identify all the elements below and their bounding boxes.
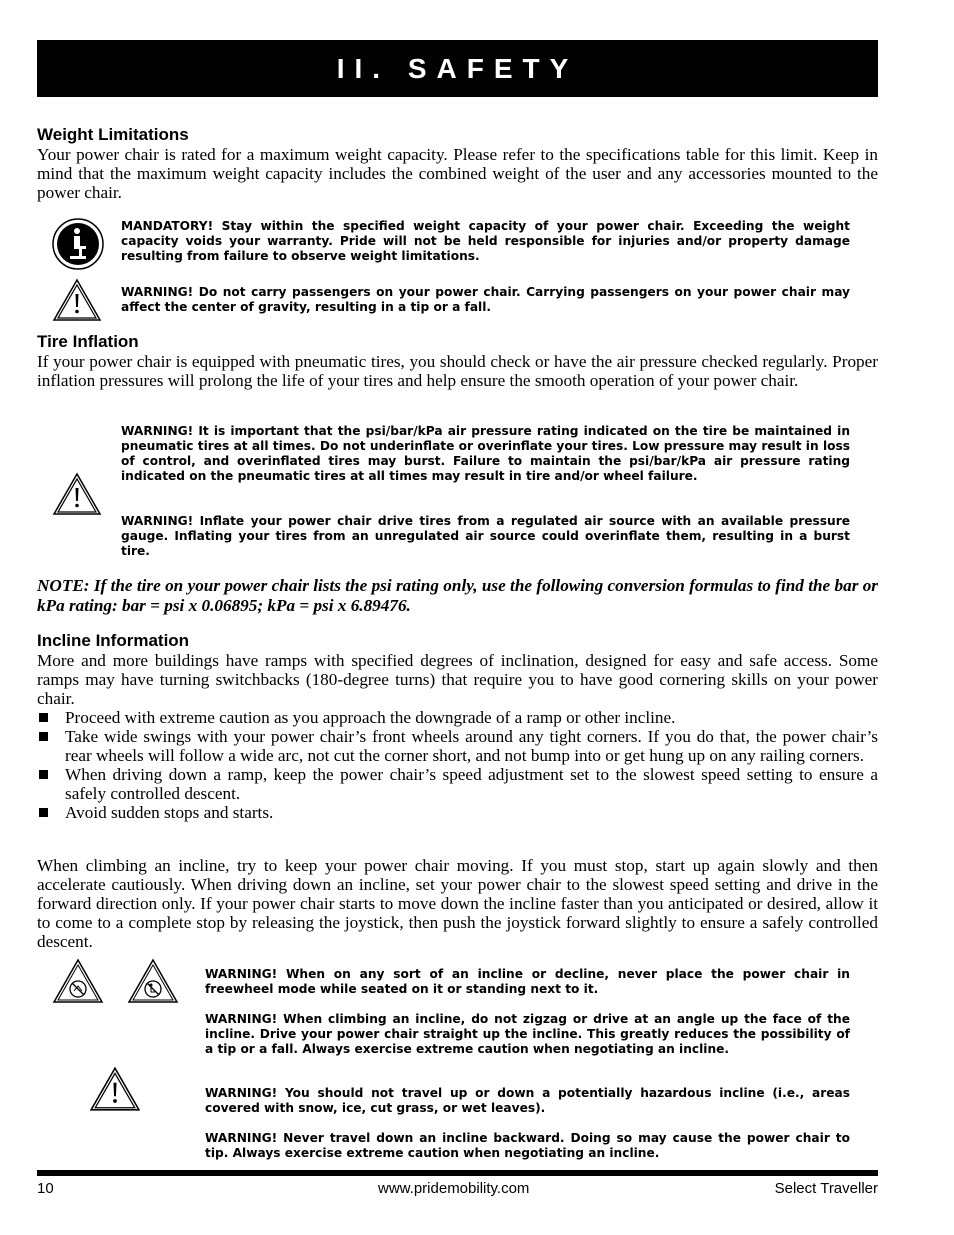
incline-body: More and more buildings have ramps with specified degrees of inclination, designed for easy and safe access. Some ramps may have turning switchbacks (180-degree turns) that require you to have good cornering skills on your power chair. bbox=[37, 651, 878, 708]
warning-triangle-icon bbox=[89, 1066, 141, 1112]
incline-warning-3: WARNING! You should not travel up or down a potentially hazardous incline (i.e., areas covered with snow, ice, cut grass, or wet leaves). bbox=[205, 1086, 850, 1115]
no-freewheel-standing-icon bbox=[127, 958, 179, 1004]
no-freewheel-incline-icon bbox=[52, 958, 104, 1004]
warning-triangle-icon bbox=[52, 278, 102, 322]
weight-body: Your power chair is rated for a maximum weight capacity. Please refer to the specifications table for this limit. Keep in mind that the maximum weight capacity includes the combined weight of the user and any accessories mounted to the power chair. bbox=[37, 145, 878, 202]
bullet-square-icon bbox=[39, 770, 48, 779]
bullet-square-icon bbox=[39, 732, 48, 741]
bullet-square-icon bbox=[39, 713, 48, 722]
weight-warning-text: WARNING! Do not carry passengers on your power chair. Carrying passengers on your power chair may affect the center of gravity, resulting in a tip or a fall. bbox=[121, 285, 850, 314]
weight-heading: Weight Limitations bbox=[37, 125, 189, 144]
tire-heading: Tire Inflation bbox=[37, 332, 139, 351]
tire-warning-2: WARNING! Inflate your power chair drive tires from a regulated air source with an available pressure gauge. Inflating your tires from an unregulated air source could overinflate them, resulting in a burst tire. bbox=[121, 514, 850, 558]
footer-page-number: 10 bbox=[37, 1180, 54, 1197]
list-item: When driving down a ramp, keep the power chair’s speed adjustment set to the slowest speed setting to ensure a safely controlled descent. bbox=[37, 765, 878, 803]
incline-heading: Incline Information bbox=[37, 631, 190, 650]
incline-body-2: When climbing an incline, try to keep your power chair moving. If you must stop, start up again slowly and then accelerate cautiously. When driving down an incline, set your power chair to the slowest speed setting and drive in the forward direction only. If your power chair starts to move down the incline faster than you anticipated or desired, allow it to come to a complete stop by releasing the joystick, then push the joystick forward slightly to ensure a safely controlled descent. bbox=[37, 856, 878, 951]
tire-warning-1: WARNING! It is important that the psi/bar/kPa air pressure rating indicated on the tire be maintained in pneumatic tires at all times. Do not underinflate or overinflate your tires. Low pressure may result in loss of control, and overinflated tires may burst. Failure to maintain the psi/bar/kPa air pressure rating indicated on the pneumatic tires at all times may result in tire and/or wheel failure. bbox=[121, 424, 850, 483]
warning-triangle-icon bbox=[52, 472, 102, 516]
tire-body: If your power chair is equipped with pneumatic tires, you should check or have the air pressure checked regularly. Proper inflation pressures will prolong the life of your tires and help ensure the smooth operation of your power chair. bbox=[37, 352, 878, 390]
tire-note: NOTE: If the tire on your power chair lists the psi rating only, use the following conversion formulas to find the bar or kPa rating: bar = psi x 0.06895; kPa = psi x 6.89476. bbox=[37, 576, 878, 615]
section-title: II. SAFETY bbox=[336, 52, 579, 84]
weight-mandatory-text: MANDATORY! Stay within the specified weight capacity of your power chair. Exceeding the weight capacity voids your warranty. Pride will not be held responsible for injuries and/or property damage resulting from failure to observe weight limitations. bbox=[121, 219, 850, 263]
footer-url[interactable]: www.pridemobility.com bbox=[378, 1180, 530, 1197]
bullet-square-icon bbox=[39, 808, 48, 817]
incline-bullet-list bbox=[37, 708, 878, 822]
list-item: Proceed with extreme caution as you approach the downgrade of a ramp or other incline. bbox=[37, 708, 878, 727]
footer-product-name: Select Traveller bbox=[774, 1180, 878, 1197]
section-title-bar bbox=[37, 40, 878, 97]
footer-rule bbox=[37, 1170, 878, 1176]
incline-warning-2: WARNING! When climbing an incline, do not zigzag or drive at an angle up the face of the incline. Drive your power chair straight up the incline. This greatly reduces the possibility of a tip or a fall. Always exercise extreme caution when negotiating an incline. bbox=[205, 1012, 850, 1056]
mandatory-weight-icon bbox=[52, 218, 104, 270]
list-item: Take wide swings with your power chair’s front wheels around any tight corners. If you do that, the power chair’s rear wheels will follow a wide arc, not cut the corner short, and not bump into or get hung up on any railing corners. bbox=[37, 727, 878, 765]
incline-warning-1: WARNING! When on any sort of an incline or decline, never place the power chair in freewheel mode while seated on it or standing next to it. bbox=[205, 967, 850, 996]
incline-warning-4: WARNING! Never travel down an incline backward. Doing so may cause the power chair to tip. Always exercise extreme caution when negotiating an incline. bbox=[205, 1131, 850, 1160]
list-item: Avoid sudden stops and starts. bbox=[37, 803, 878, 822]
